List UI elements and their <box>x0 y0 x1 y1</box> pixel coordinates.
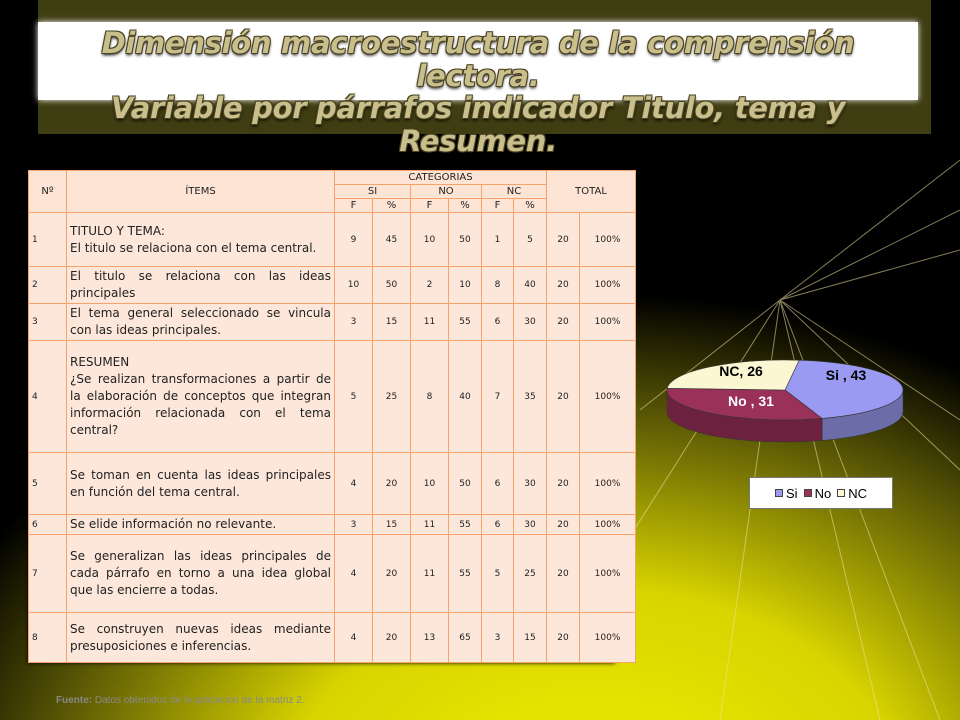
si-frequency: 4 <box>335 613 373 663</box>
no-frequency: 11 <box>411 304 449 341</box>
legend-item <box>804 486 832 501</box>
row-item: El titulo se relaciona con las ideas principales <box>67 267 335 304</box>
row-item: Se elide información no relevante. <box>67 515 335 535</box>
nc-frequency: 1 <box>482 213 514 267</box>
nc-frequency: 6 <box>482 515 514 535</box>
table-row <box>29 267 636 304</box>
row-number: 6 <box>29 515 67 535</box>
table-row <box>29 515 636 535</box>
no-frequency: 13 <box>411 613 449 663</box>
no-percent: 40 <box>449 341 482 453</box>
legend-swatch <box>837 489 845 497</box>
header-si: SI <box>335 185 411 199</box>
header-no: Nº <box>29 171 67 213</box>
si-frequency: 4 <box>335 535 373 613</box>
pie-data-label: No , 31 <box>728 393 774 409</box>
si-frequency: 9 <box>335 213 373 267</box>
nc-frequency: 7 <box>482 341 514 453</box>
row-item: TITULO Y TEMA: El titulo se relaciona con el tema central. <box>67 213 335 267</box>
no-frequency: 10 <box>411 213 449 267</box>
total-frequency: 20 <box>547 613 580 663</box>
nc-percent: 25 <box>514 535 547 613</box>
si-percent: 50 <box>373 267 411 304</box>
si-percent: 15 <box>373 304 411 341</box>
nc-frequency: 5 <box>482 535 514 613</box>
legend-item <box>837 486 867 501</box>
total-percent: 100% <box>580 453 636 515</box>
si-frequency: 3 <box>335 515 373 535</box>
nc-percent: 30 <box>514 453 547 515</box>
si-frequency: 4 <box>335 453 373 515</box>
total-percent: 100% <box>580 213 636 267</box>
table-row <box>29 341 636 453</box>
row-number: 3 <box>29 304 67 341</box>
row-item: RESUMEN ¿Se realizan transformaciones a partir de la elaboración de conceptos que integran información relacionada con el tema central? <box>67 341 335 453</box>
row-number: 2 <box>29 267 67 304</box>
total-frequency: 20 <box>547 213 580 267</box>
nc-percent: 5 <box>514 213 547 267</box>
row-item: El tema general seleccionado se vincula con las ideas principales. <box>67 304 335 341</box>
legend-label: Si <box>786 485 798 501</box>
no-percent: 55 <box>449 535 482 613</box>
total-frequency: 20 <box>547 304 580 341</box>
source-label: Fuente: <box>56 695 93 706</box>
total-percent: 100% <box>580 535 636 613</box>
no-frequency: 10 <box>411 453 449 515</box>
legend-item <box>775 486 798 501</box>
legend-label: No <box>814 485 832 501</box>
header-categorias: CATEGORIAS <box>335 171 547 185</box>
header-items: ÍTEMS <box>67 171 335 213</box>
no-percent: 65 <box>449 613 482 663</box>
row-number: 5 <box>29 453 67 515</box>
nc-frequency: 6 <box>482 453 514 515</box>
table-row <box>29 213 636 267</box>
nc-frequency: 6 <box>482 304 514 341</box>
pie-chart <box>660 350 910 460</box>
si-percent: 20 <box>373 613 411 663</box>
si-frequency: 3 <box>335 304 373 341</box>
si-frequency: 5 <box>335 341 373 453</box>
si-percent: 15 <box>373 515 411 535</box>
table-row <box>29 304 636 341</box>
no-frequency: 8 <box>411 341 449 453</box>
si-percent: 45 <box>373 213 411 267</box>
nc-frequency: 8 <box>482 267 514 304</box>
total-frequency: 20 <box>547 267 580 304</box>
header-f: F <box>482 199 514 213</box>
chart-legend <box>749 477 893 509</box>
no-percent: 55 <box>449 304 482 341</box>
row-item: Se construyen nuevas ideas mediante presuposiciones e inferencias. <box>67 613 335 663</box>
title-line-1: Dimensión macroestructura de la comprensión lectora. <box>101 26 855 93</box>
header-no-cat: NO <box>411 185 482 199</box>
source-text: Datos obtenidos de la aplicación de la matriz 2. <box>92 695 305 706</box>
pie-data-label: Si , 43 <box>825 367 867 383</box>
header-pct: % <box>449 199 482 213</box>
total-frequency: 20 <box>547 341 580 453</box>
table-row <box>29 613 636 663</box>
legend-label: NC <box>848 485 867 501</box>
no-frequency: 2 <box>411 267 449 304</box>
total-frequency: 20 <box>547 453 580 515</box>
table-row <box>29 535 636 613</box>
no-percent: 55 <box>449 515 482 535</box>
title-banner <box>38 22 918 158</box>
no-frequency: 11 <box>411 515 449 535</box>
si-frequency: 10 <box>335 267 373 304</box>
nc-percent: 30 <box>514 304 547 341</box>
header-pct: % <box>373 199 411 213</box>
pie-data-label: NC, 26 <box>719 363 763 379</box>
row-number: 8 <box>29 613 67 663</box>
total-frequency: 20 <box>547 535 580 613</box>
header-f: F <box>335 199 373 213</box>
total-percent: 100% <box>580 341 636 453</box>
title-line-2: Variable por párrafos indicador Titulo, tema y Resumen. <box>110 91 846 158</box>
nc-percent: 15 <box>514 613 547 663</box>
source-note <box>56 695 304 706</box>
legend-swatch <box>804 489 812 497</box>
row-number: 1 <box>29 213 67 267</box>
si-percent: 25 <box>373 341 411 453</box>
total-percent: 100% <box>580 613 636 663</box>
header-total: TOTAL <box>547 171 636 213</box>
row-item: Se generalizan las ideas principales de cada párrafo en torno a una idea global que las encierre a todas. <box>67 535 335 613</box>
nc-percent: 30 <box>514 515 547 535</box>
si-percent: 20 <box>373 535 411 613</box>
legend-swatch <box>775 489 783 497</box>
no-percent: 50 <box>449 213 482 267</box>
total-percent: 100% <box>580 515 636 535</box>
header-f: F <box>411 199 449 213</box>
row-item: Se toman en cuenta las ideas principales en función del tema central. <box>67 453 335 515</box>
results-table <box>28 170 621 663</box>
nc-percent: 40 <box>514 267 547 304</box>
no-percent: 10 <box>449 267 482 304</box>
nc-frequency: 3 <box>482 613 514 663</box>
total-frequency: 20 <box>547 515 580 535</box>
row-number: 4 <box>29 341 67 453</box>
si-percent: 20 <box>373 453 411 515</box>
no-frequency: 11 <box>411 535 449 613</box>
nc-percent: 35 <box>514 341 547 453</box>
row-number: 7 <box>29 535 67 613</box>
header-nc: NC <box>482 185 547 199</box>
total-percent: 100% <box>580 304 636 341</box>
total-percent: 100% <box>580 267 636 304</box>
table-row <box>29 453 636 515</box>
no-percent: 50 <box>449 453 482 515</box>
header-pct: % <box>514 199 547 213</box>
